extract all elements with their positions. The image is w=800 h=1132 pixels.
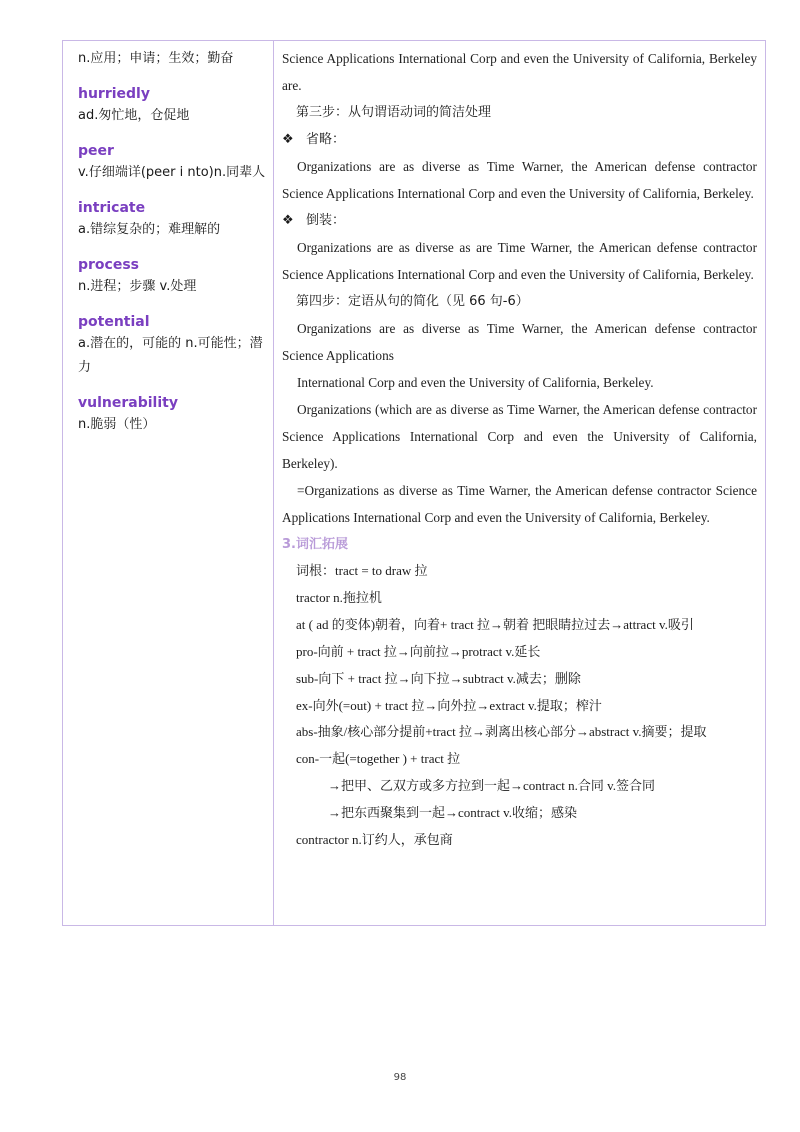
vocab-definition: n.脆弱（性） [78,417,156,432]
sentence-paragraph: =Organizations as diverse as Time Warner, the American defense contractor Science Applications International Corp and even the University of California, Berkeley. [282,483,757,525]
diamond-bullet-icon: ❖ [282,213,294,228]
vocab-definition: a.错综复杂的；难理解的 [78,222,221,237]
word-root-line: sub-向下 + tract 拉→向下拉→subtract v.减去；删除 [296,670,581,686]
sentence-paragraph: Science Applications International Corp and even the University of California, Berkeley are. [282,51,757,93]
word-root-line: abs-抽象/核心部分提前+tract 拉→剥离出核心部分→abstract v.摘要；提取 [296,724,707,740]
vocab-definition: ad.匆忙地，仓促地 [78,108,190,123]
bullet-heading [282,207,757,234]
vocab-definition: v.仔细端详(peer i nto)n.同辈人 [78,165,266,180]
step-heading: 第四步：定语从句的简化（见 66 句-6） [296,294,529,309]
bullet-label: 倒装： [306,213,346,228]
section-title: 3.词汇拓展 [282,537,348,552]
vocab-word: intricate [78,200,146,216]
sentence-paragraph: Organizations are as diverse as Time Warner, the American defense contractor Science Applications [282,321,757,363]
sentence-paragraph: Organizations are as diverse as are Time Warner, the American defense contractor Science Applications International Corp and even the University of California, Berkeley. [282,240,757,282]
bullet-heading [282,126,757,153]
step-heading: 第三步：从句谓语动词的简洁处理 [296,105,492,120]
word-root-line: ex-向外(=out) + tract 拉→向外拉→extract v.提取；榨汁 [296,697,602,713]
word-root-line: →把甲、乙双方或多方拉到一起→contract n.合同 v.签合同 [328,778,656,794]
explanation-column [274,41,765,925]
sentence-paragraph: Organizations (which are as diverse as Time Warner, the American defense contractor Science Applications International Corp and even the University of California, Berkeley). [282,402,757,471]
vocab-word: potential [78,314,150,330]
vocab-word: hurriedly [78,86,150,102]
vocab-word: peer [78,143,114,159]
word-root-line: →把东西聚集到一起→contract v.收缩；感染 [328,805,578,821]
word-root-line: 词根：tract = to draw 拉 [296,563,428,578]
word-root-line: pro-向前 + tract 拉→向前拉→protract v.延长 [296,643,541,659]
page-number: 98 [393,1072,407,1083]
content-table [62,40,766,926]
vocab-definition: a.潜在的，可能的 n.可能性；潜力 [78,336,263,375]
vocab-definition: n.进程；步骤 v.处理 [78,279,197,294]
word-root-line: contractor n.订约人，承包商 [296,832,453,848]
bullet-label: 省略： [306,132,346,147]
vocab-word: process [78,257,140,273]
vocab-word: vulnerability [78,395,178,411]
vocab-definition: n.应用；申请；生效；勤奋 [78,51,234,66]
diamond-bullet-icon: ❖ [282,132,294,147]
sentence-paragraph: International Corp and even the University of California, Berkeley. [297,375,654,390]
vocab-column [63,41,274,925]
sentence-paragraph: Organizations are as diverse as Time Warner, the American defense contractor Science Applications International Corp and even the University of California, Berkeley. [282,159,757,201]
word-root-line: tractor n.拖拉机 [296,589,382,605]
word-root-line: con-一起(=together ) + tract 拉 [296,751,461,767]
word-root-line: at ( ad 的变体)朝着，向着+ tract 拉→朝着 把眼睛拉过去→attract v.吸引 [296,616,694,632]
